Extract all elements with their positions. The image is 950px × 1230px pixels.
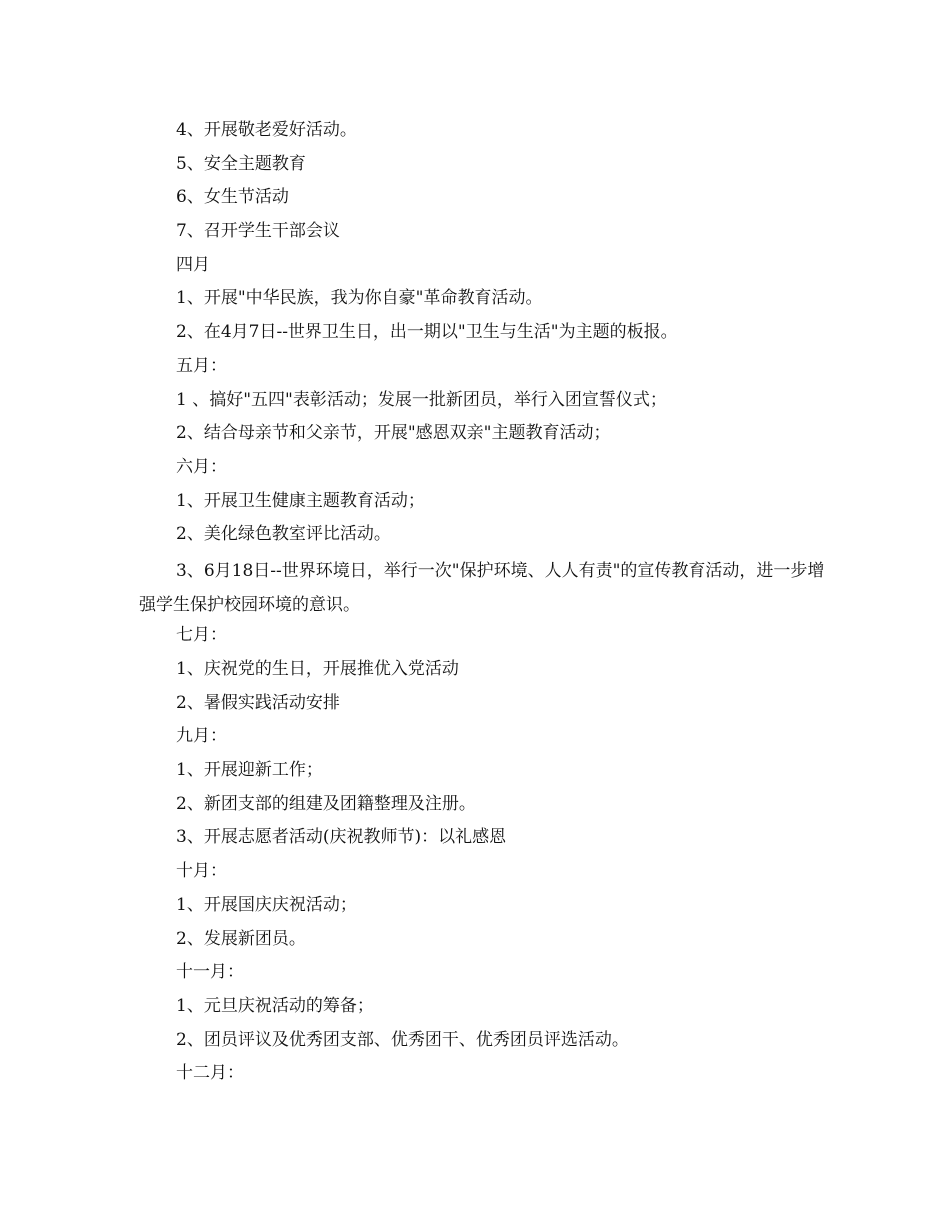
list-item: 4、开展敬老爱好活动。 [176, 120, 357, 140]
list-item: 2、发展新团员。 [176, 928, 306, 949]
list-item: 1、开展卫生健康主题教育活动； [176, 490, 425, 511]
list-item: 2、结合母亲节和父亲节，开展"感恩双亲"主题教育活动； [176, 423, 611, 444]
list-item: 2、暑假实践活动安排 [176, 692, 340, 713]
month-heading: 五月： [176, 355, 227, 376]
month-heading: 四月 [176, 254, 210, 275]
list-item: 2、新团支部的组建及团籍整理及注册。 [176, 793, 476, 814]
month-heading: 十月： [176, 861, 227, 882]
list-item: 1、开展迎新工作； [176, 760, 323, 781]
month-heading: 七月： [176, 625, 227, 646]
month-heading: 十二月： [176, 1063, 244, 1084]
list-item: 3、6月18日--世界环境日，举行一次"保护环境、人人有责"的宣传教育活动，进一步增强学生保护校园环境的意识。 [139, 560, 825, 615]
list-item: 1、开展国庆庆祝活动； [176, 894, 357, 915]
list-item: 2、在4月7日--世界卫生日，出一期以"卫生与生活"为主题的板报。 [176, 322, 678, 343]
list-item: 1、元旦庆祝活动的筹备； [176, 995, 374, 1016]
month-heading: 六月： [176, 456, 227, 477]
list-item: 1 、搞好"五四"表彰活动；发展一批新团员，举行入团宣誓仪式； [176, 389, 667, 410]
list-item: 6、女生节活动 [176, 187, 289, 208]
document-body [139, 117, 839, 1094]
list-item: 7、召开学生干部会议 [176, 221, 340, 242]
month-heading: 九月： [176, 726, 227, 747]
list-item: 1、庆祝党的生日，开展推优入党活动 [176, 659, 459, 680]
list-item: 3、开展志愿者活动(庆祝教师节)：以礼感恩 [176, 827, 507, 848]
list-item: 2、团员评议及优秀团支部、优秀团干、优秀团员评选活动。 [176, 1029, 629, 1050]
list-item: 1、开展"中华民族，我为你自豪"革命教育活动。 [176, 288, 543, 309]
list-item: 2、美化绿色教室评比活动。 [176, 524, 391, 545]
month-heading: 十一月： [176, 962, 244, 983]
list-item: 5、安全主题教育 [176, 153, 306, 174]
